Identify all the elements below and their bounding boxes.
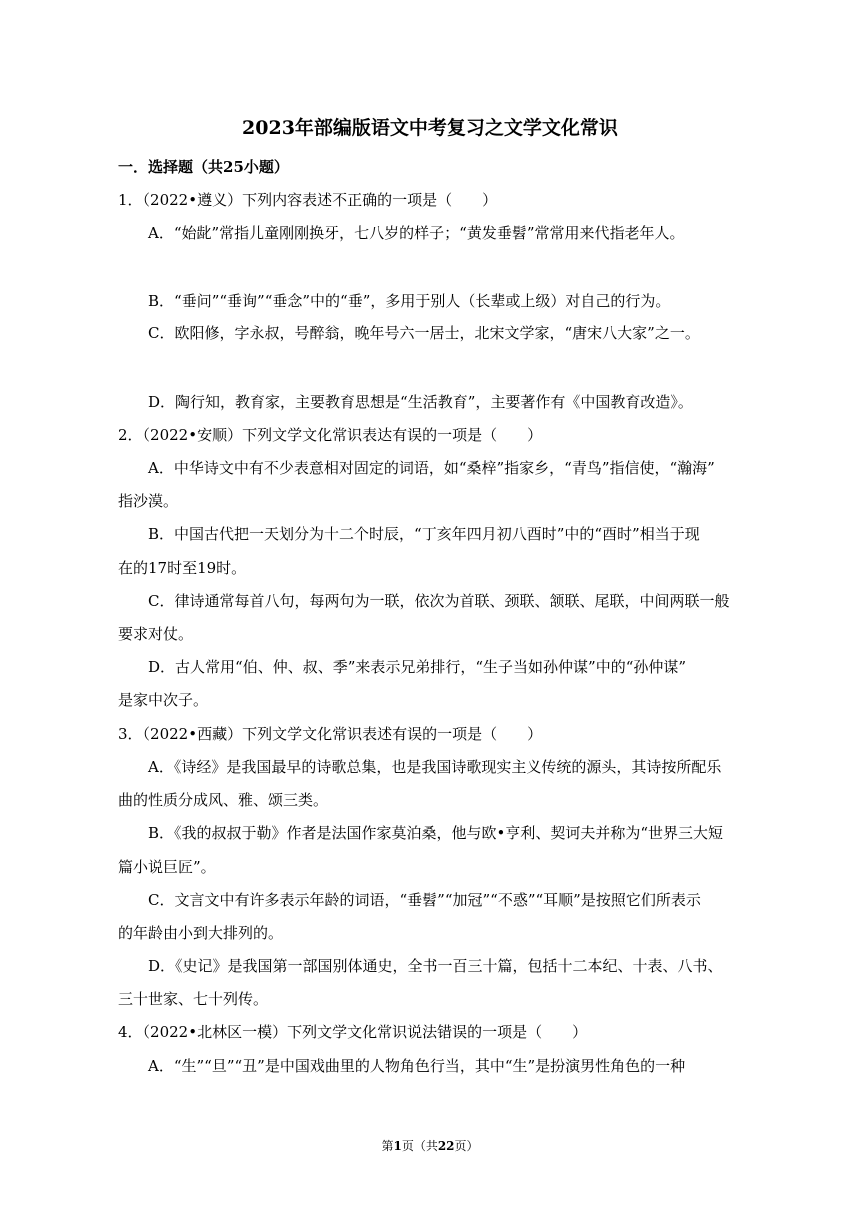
question-3-option-d: D．《史记》是我国第一部国别体通史，全书一百三十篇，包括十二本纪、十表、八书、	[148, 957, 723, 975]
footer-prefix: 第	[381, 1139, 394, 1153]
question-2-option-c: C．律诗通常每首八句，每两句为一联，依次为首联、颈联、颔联、尾联，中间两联一般	[148, 592, 730, 610]
question-2-option-c-cont: 要求对仗。	[118, 625, 194, 643]
question-3-stem: 3．（2022•西藏）下列文学文化常识表述有误的一项是（ ）	[118, 725, 543, 743]
question-1-option-d: D．陶行知，教育家，主要教育思想是“生活教育”，主要著作有《中国教育改造》。	[148, 393, 693, 411]
question-2-option-d-cont: 是家中次子。	[118, 691, 209, 709]
question-3-option-a: A．《诗经》是我国最早的诗歌总集，也是我国诗歌现实主义传统的源头，其诗按所配乐	[148, 758, 722, 776]
section-heading: 一．选择题（共25小题）	[118, 158, 289, 176]
question-3-option-a-cont: 曲的性质分成风、雅、颂三类。	[118, 791, 329, 809]
footer-middle: 页（共	[401, 1139, 438, 1153]
question-2-option-b: B．中国古代把一天划分为十二个时辰，“丁亥年四月初八酉时”中的“酉时”相当于现	[148, 525, 700, 543]
footer-page-number: 1	[393, 1139, 402, 1153]
question-1-option-c: C．欧阳修，字永叔，号醉翁，晚年号六一居士，北宋文学家，“唐宋八大家”之一。	[148, 324, 700, 342]
footer-total-pages: 22	[437, 1139, 455, 1153]
question-2-stem: 2．（2022•安顺）下列文学文化常识表达有误的一项是（ ）	[118, 426, 543, 444]
page-title: 2023年部编版语文中考复习之文学文化常识	[242, 117, 618, 139]
question-2-option-a-cont: 指沙漠。	[118, 492, 179, 510]
page-footer	[0, 1137, 860, 1155]
question-1-option-b: B．“垂问”“垂询”“垂念”中的“垂”，多用于别人（长辈或上级）对自己的行为。	[148, 292, 671, 310]
question-2-option-a: A．中华诗文中有不少表意相对固定的词语，如“桑梓”指家乡，“青鸟”指信使，“瀚海”	[148, 459, 715, 477]
question-1-stem: 1．（2022•遵义）下列内容表述不正确的一项是（ ）	[118, 191, 498, 209]
question-2-option-b-cont: 在的17时至19时。	[118, 559, 247, 577]
question-4-stem: 4．（2022•北林区一模）下列文学文化常识说法错误的一项是（ ）	[118, 1023, 588, 1041]
footer-suffix: 页）	[454, 1139, 479, 1153]
question-3-option-c: C．文言文中有许多表示年龄的词语，“垂髫”“加冠”“不惑”“耳顺”是按照它们所表示	[148, 891, 701, 909]
question-3-option-b-cont: 篇小说巨匠”。	[118, 858, 216, 876]
question-3-option-b: B．《我的叔叔于勒》作者是法国作家莫泊桑，他与欧•亨利、契诃夫并称为“世界三大短	[148, 824, 724, 842]
question-3-option-d-cont: 三十世家、七十列传。	[118, 990, 269, 1008]
question-4-option-a: A．“生”“旦”“丑”是中国戏曲里的人物角色行当，其中“生”是扮演男性角色的一种	[148, 1057, 686, 1075]
question-3-option-c-cont: 的年龄由小到大排列的。	[118, 924, 284, 942]
question-1-option-a: A．“始龀”常指儿童刚刚换牙，七八岁的样子；“黄发垂髫”常常用来代指老年人。	[148, 224, 685, 242]
question-2-option-d: D．古人常用“伯、仲、叔、季”来表示兄弟排行，“生子当如孙仲谋”中的“孙仲谋”	[148, 658, 687, 676]
